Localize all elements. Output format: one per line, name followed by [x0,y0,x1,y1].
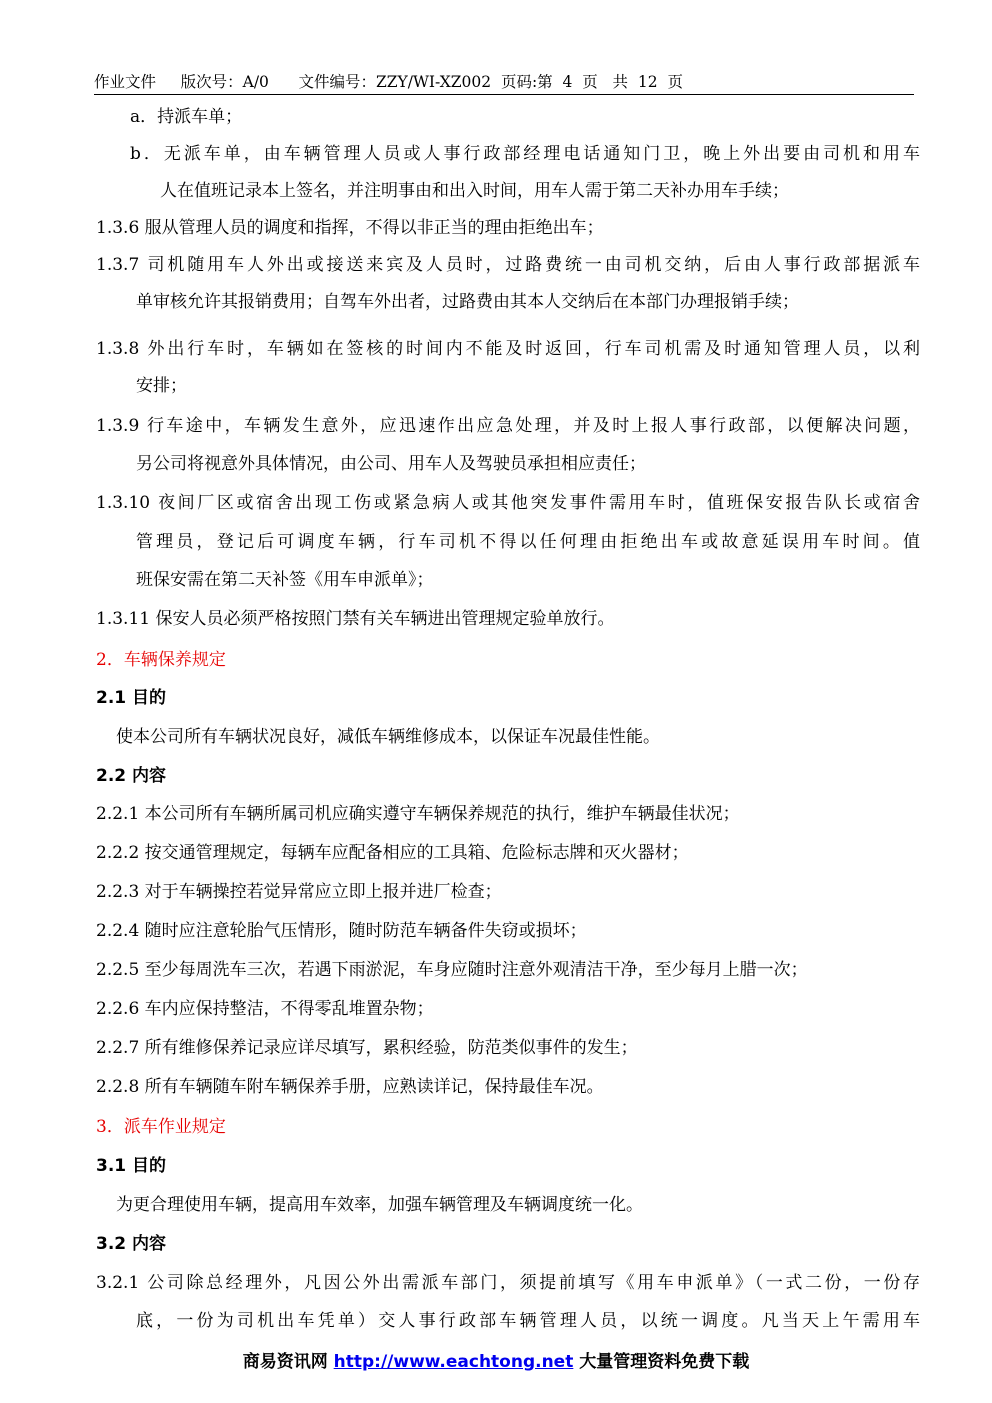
text-line: 3.2.1 公司除总经理外，凡因公外出需派车部门，须提前填写《用车申派单》（一式二份，一份存 [96,1273,920,1293]
text-line: 2.2.7 所有维修保养记录应详尽填写，累积经验，防范类似事件的发生； [96,1038,638,1058]
text-line: 2.2.2 按交通管理规定，每辆车应配备相应的工具箱、危险标志牌和灭火器材； [96,843,689,863]
text-line: 安排； [136,376,187,396]
text-line: 1.3.7 司机随用车人外出或接送来宾及人员时，过路费统一由司机交纳，后由人事行政部据派车 [96,255,920,275]
text-line: 2.2.3 对于车辆操控若觉异常应立即上报并进厂检查； [96,882,502,902]
footer-suffix: 大量管理资料免费下载 [573,1352,750,1372]
text-line: 2.2.4 随时应注意轮胎气压情形，随时防范车辆备件失窃或损坏； [96,921,587,941]
section-heading: 3．派车作业规定 [96,1117,226,1137]
text-line: 2.2.8 所有车辆随车附车辆保养手册，应熟读详记，保持最佳车况。 [96,1077,604,1097]
text-line: 1.3.10 夜间厂区或宿舍出现工伤或紧急病人或其他突发事件需用车时，值班保安报告队长或宿舍 [96,493,920,513]
text-line: 另公司将视意外具体情况，由公司、用车人及驾驶员承担相应责任； [136,454,646,474]
text-line: 人在值班记录本上签名，并注明事由和出入时间，用车人需于第二天补办用车手续； [160,181,789,201]
subsection-heading: 2.2 内容 [96,766,167,786]
text-line: 2.2.6 车内应保持整洁，不得零乱堆置杂物； [96,999,434,1019]
text-line: 单审核允许其报销费用；自驾车外出者，过路费由其本人交纳后在本部门办理报销手续； [136,292,799,312]
page-footer [0,1349,992,1375]
page-header: 作业文件 版次号：A/0 文件编号：ZZY/WI-XZ002 页码:第 4 页 共 12 页 [94,70,914,95]
text-line: 1.3.8 外出行车时，车辆如在签核的时间内不能及时返回，行车司机需及时通知管理人员，以利 [96,339,920,359]
text-line: 1.3.11 保安人员必须严格按照门禁有关车辆进出管理规定验单放行。 [96,609,615,629]
subsection-heading: 3.2 内容 [96,1234,167,1254]
text-line: a．持派车单； [130,107,243,127]
text-line: 管理员，登记后可调度车辆，行车司机不得以任何理由拒绝出车或故意延误用车时间。值 [136,532,920,552]
footer-prefix: 商易资讯网 [242,1352,334,1372]
text-line: 使本公司所有车辆状况良好，减低车辆维修成本，以保证车况最佳性能。 [116,727,660,747]
text-line: 2.2.1 本公司所有车辆所属司机应确实遵守车辆保养规范的执行，维护车辆最佳状况； [96,804,740,824]
text-line: 班保安需在第二天补签《用车申派单》； [136,570,434,590]
text-line: 为更合理使用车辆，提高用车效率，加强车辆管理及车辆调度统一化。 [116,1195,643,1215]
section-heading: 2．车辆保养规定 [96,650,226,670]
text-line: 1.3.6 服从管理人员的调度和指挥，不得以非正当的理由拒绝出车； [96,218,604,238]
footer-link[interactable]: http://www.eachtong.net [333,1352,574,1372]
text-line: 2.2.5 至少每周洗车三次，若遇下雨淤泥，车身应随时注意外观清洁干净，至少每月上腊一次； [96,960,808,980]
text-line: b．无派车单，由车辆管理人员或人事行政部经理电话通知门卫，晚上外出要由司机和用车 [130,144,920,164]
subsection-heading: 3.1 目的 [96,1156,167,1176]
subsection-heading: 2.1 目的 [96,688,167,708]
text-line: 底，一份为司机出车凭单）交人事行政部车辆管理人员，以统一调度。凡当天上午需用车 [136,1311,920,1331]
text-line: 1.3.9 行车途中，车辆发生意外，应迅速作出应急处理，并及时上报人事行政部，以便解决问题， [96,416,920,436]
